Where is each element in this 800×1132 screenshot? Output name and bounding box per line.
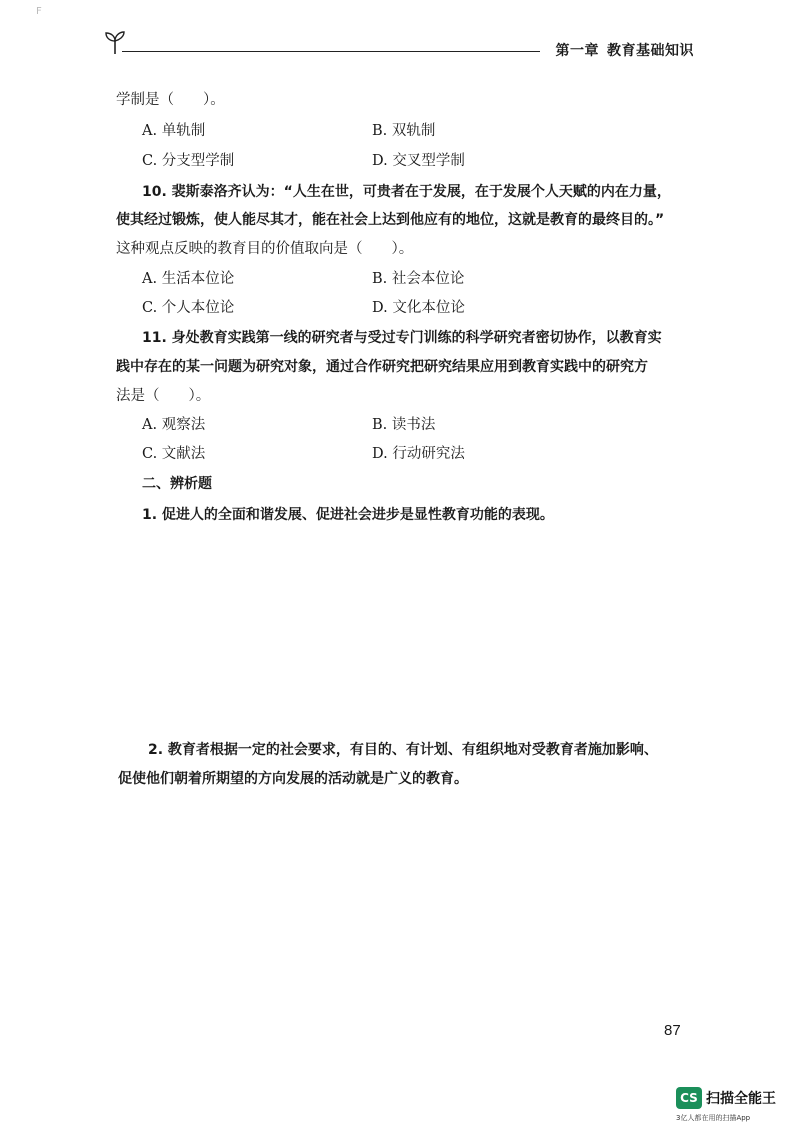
q9-option-c: C. 分支型学制: [142, 153, 235, 169]
scanner-watermark: [676, 1087, 796, 1127]
analysis-q1: 1. 促进人的全面和谐发展、促进社会进步是显性教育功能的表现。: [142, 507, 554, 523]
q10-line-1: 10. 裴斯泰洛齐认为：“人生在世，可贵者在于发展，在于发展个人天赋的内在力量，: [142, 184, 671, 200]
analysis-q2-line-2: 促使他们朝着所期望的方向发展的活动就是广义的教育。: [118, 771, 468, 787]
chapter-title: [548, 40, 695, 60]
corner-mark: F: [36, 6, 42, 17]
q10-line-2: 使其经过锻炼，使人能尽其才，能在社会上达到他应有的地位，这就是教育的最终目的。”: [116, 212, 665, 228]
chapter-number: 第一章: [555, 43, 599, 59]
q10-option-a: A. 生活本位论: [142, 271, 235, 287]
q9-option-a: A. 单轨制: [142, 123, 206, 139]
scanner-tagline: 3亿人都在用的扫描App: [676, 1114, 751, 1122]
section-title: 二、辨析题: [142, 476, 212, 492]
analysis-q2-line-1: 2. 教育者根据一定的社会要求，有目的、有计划、有组织地对受教育者施加影响、: [148, 742, 658, 758]
q10-option-c: C. 个人本位论: [142, 300, 235, 316]
q10-option-b: B. 社会本位论: [372, 271, 465, 287]
q9-stem: 学制是（ ）。: [116, 92, 225, 108]
chapter-name: 教育基础知识: [607, 43, 694, 59]
q9-option-d: D. 交叉型学制: [372, 153, 465, 169]
q11-line-3: 法是（ ）。: [116, 388, 211, 404]
sprout-icon: [104, 30, 126, 56]
chapter-header: [100, 28, 700, 68]
scanner-name: 扫描全能王: [706, 1091, 776, 1107]
q11-option-d: D. 行动研究法: [372, 446, 465, 462]
q9-option-b: B. 双轨制: [372, 123, 436, 139]
q10-option-d: D. 文化本位论: [372, 300, 465, 316]
q11-option-a: A. 观察法: [142, 417, 206, 433]
q11-line-1: 11. 身处教育实践第一线的研究者与受过专门训练的科学研究者密切协作，以教育实: [142, 330, 662, 346]
page-number: 87: [664, 1022, 681, 1039]
q11-option-c: C. 文献法: [142, 446, 206, 462]
q11-line-2: 践中存在的某一问题为研究对象，通过合作研究把研究结果应用到教育实践中的研究方: [116, 359, 648, 375]
q11-option-b: B. 读书法: [372, 417, 436, 433]
header-rule: [122, 51, 540, 52]
cs-logo-icon: CS: [676, 1087, 702, 1109]
q10-line-3: 这种观点反映的教育目的价值取向是（ ）。: [116, 241, 414, 257]
